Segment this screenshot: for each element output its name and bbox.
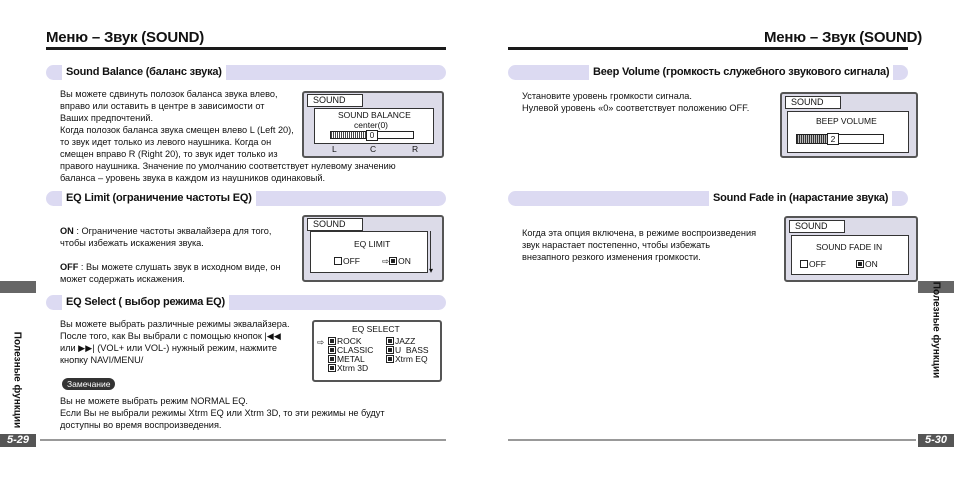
eq-limit-on-option[interactable] xyxy=(382,256,411,266)
bottom-rule xyxy=(508,439,916,441)
option-label: ON xyxy=(398,256,411,266)
eq-limit-off-option[interactable] xyxy=(334,256,360,266)
fade-panel xyxy=(791,235,909,275)
side-tab-marker xyxy=(0,281,36,293)
checkbox-icon xyxy=(800,260,808,268)
beep-volume-screen xyxy=(780,92,918,158)
screen-tab: SOUND xyxy=(789,220,845,233)
checkbox-checked-icon xyxy=(328,337,336,345)
eq-select-title: EQ SELECT xyxy=(352,324,400,334)
eq-mode-xtrm-3d[interactable]: Xtrm 3D xyxy=(328,364,373,373)
fade-on-option[interactable] xyxy=(856,259,878,269)
on-description: : Ограничение частоты эквалайзера для того, чтобы избежать искажения звука. xyxy=(60,226,272,248)
beep-volume-slider-track[interactable] xyxy=(796,134,884,144)
side-section-label: Полезные функции xyxy=(11,331,23,429)
off-term: OFF xyxy=(60,262,79,272)
sound-fade-in-screen xyxy=(784,216,918,282)
section-heading-beep-volume: Beep Volume (громкость служебного звукового сигнала) xyxy=(589,65,893,80)
eq-mode-list-right xyxy=(386,337,429,364)
note-text: Вы не можете выбрать режим NORMAL EQ. Если Вы не выбрали режимы Xtrm EQ или Xtrm 3D, то эти режимы не будут доступны во время воспроизведения. xyxy=(60,396,385,430)
beep-title: BEEP VOLUME xyxy=(816,116,877,126)
title-rule xyxy=(46,47,446,50)
eq-mode-jazz[interactable]: JAZZ xyxy=(386,337,429,346)
balance-left-label: L xyxy=(332,144,337,154)
section-heading-sound-balance: Sound Balance (баланс звука) xyxy=(62,65,226,80)
eq-limit-text xyxy=(60,213,300,285)
checkbox-checked-icon xyxy=(328,355,336,363)
eq-limit-panel xyxy=(310,231,428,273)
checkbox-checked-icon xyxy=(328,346,336,354)
eq-select-text: Вы можете выбрать различные режимы эквалайзера. После того, как Вы выбрали с помощью кнопок |◀◀ или ▶▶| (VOL+ или VOL-) нужный режим, нажмите кнопку NAVI/MENU/ xyxy=(60,319,290,365)
balance-title: SOUND BALANCE xyxy=(338,110,411,120)
section-heading-eq-limit: EQ Limit (ограничение частоты EQ) xyxy=(62,191,256,206)
eq-mode-classic[interactable]: CLASSIC xyxy=(328,346,373,355)
balance-value: center(0) xyxy=(354,120,389,130)
eq-limit-screen xyxy=(302,215,444,282)
balance-right-label: R xyxy=(412,144,419,154)
option-label: OFF xyxy=(809,259,826,269)
title-rule xyxy=(508,47,908,50)
eq-mode-list-left xyxy=(328,337,373,373)
page-number: 5-29 xyxy=(0,434,36,447)
eq-mode-xtrm-eq[interactable]: Xtrm EQ xyxy=(386,355,429,364)
on-term: ON xyxy=(60,226,74,236)
option-label: ON xyxy=(865,259,878,269)
eq-limit-title: EQ LIMIT xyxy=(354,239,391,249)
sound-balance-text: Вы можете сдвинуть полозок баланса звука влево, вправо или оставить в центре в зависимости от Ваших предпочтений. Когда полозок баланса звука смещен влево L (Left 20), то звук идет только из левого наушника. Когда он смещен вправо R (Right 20), то звук идет только из правого наушника. Значение по умолчанию соответствует нулевому значению баланса – уровень звука в каждом из наушников одинаковый. xyxy=(60,89,396,183)
sound-balance-screen xyxy=(302,91,444,158)
section-heading-sound-fade-in: Sound Fade in (нарастание звука) xyxy=(709,191,892,206)
eq-select-screen xyxy=(312,320,442,382)
beep-volume-value: 2 xyxy=(827,133,839,145)
note-badge: Замечание xyxy=(62,378,115,390)
screen-tab: SOUND xyxy=(307,218,363,231)
arrow-right-icon: ⇨ xyxy=(382,256,390,266)
eq-mode-metal[interactable]: METAL xyxy=(328,355,373,364)
checkbox-checked-icon xyxy=(389,257,397,265)
page-title: Меню – Звук (SOUND) xyxy=(46,29,205,46)
beep-volume-slider-fill xyxy=(797,135,827,143)
balance-center-label: C xyxy=(370,144,377,154)
scroll-down-icon[interactable]: ▾ xyxy=(429,266,434,275)
selection-arrow-icon: ⇨ xyxy=(317,337,325,347)
screen-tab: SOUND xyxy=(307,94,363,107)
eq-mode-u-bass[interactable]: U BASS xyxy=(386,346,429,355)
balance-slider-track[interactable] xyxy=(330,131,414,139)
section-heading-eq-select: EQ Select ( выбор режима EQ) xyxy=(62,295,229,310)
fade-title: SOUND FADE IN xyxy=(816,242,883,252)
checkbox-checked-icon xyxy=(386,355,394,363)
checkbox-checked-icon xyxy=(386,346,394,354)
scrollbar[interactable] xyxy=(430,231,437,271)
checkbox-checked-icon xyxy=(856,260,864,268)
page-title: Меню – Звук (SOUND) xyxy=(764,29,923,46)
checkbox-checked-icon xyxy=(328,364,336,372)
side-section-label: Полезные функции xyxy=(930,281,942,379)
fade-off-option[interactable] xyxy=(800,259,826,269)
checkbox-icon xyxy=(334,257,342,265)
beep-volume-text: Установите уровень громкости сигнала. Нулевой уровень «0» соответствует положению OFF. xyxy=(522,91,750,113)
screen-tab: SOUND xyxy=(785,96,841,109)
bottom-rule xyxy=(40,439,446,441)
balance-slider-knob[interactable]: 0 xyxy=(366,130,378,141)
off-description: : Вы можете слушать звук в исходном виде, он может содержать искажения. xyxy=(60,262,281,284)
checkbox-checked-icon xyxy=(386,337,394,345)
eq-mode-rock[interactable]: ROCK xyxy=(328,337,373,346)
option-label: OFF xyxy=(343,256,360,266)
page-number: 5-30 xyxy=(918,434,954,447)
sound-fade-in-text: Когда эта опция включена, в режиме воспроизведения звук нарастает постепенно, чтобы избежать внезапного резкого изменения громкости. xyxy=(522,228,757,262)
